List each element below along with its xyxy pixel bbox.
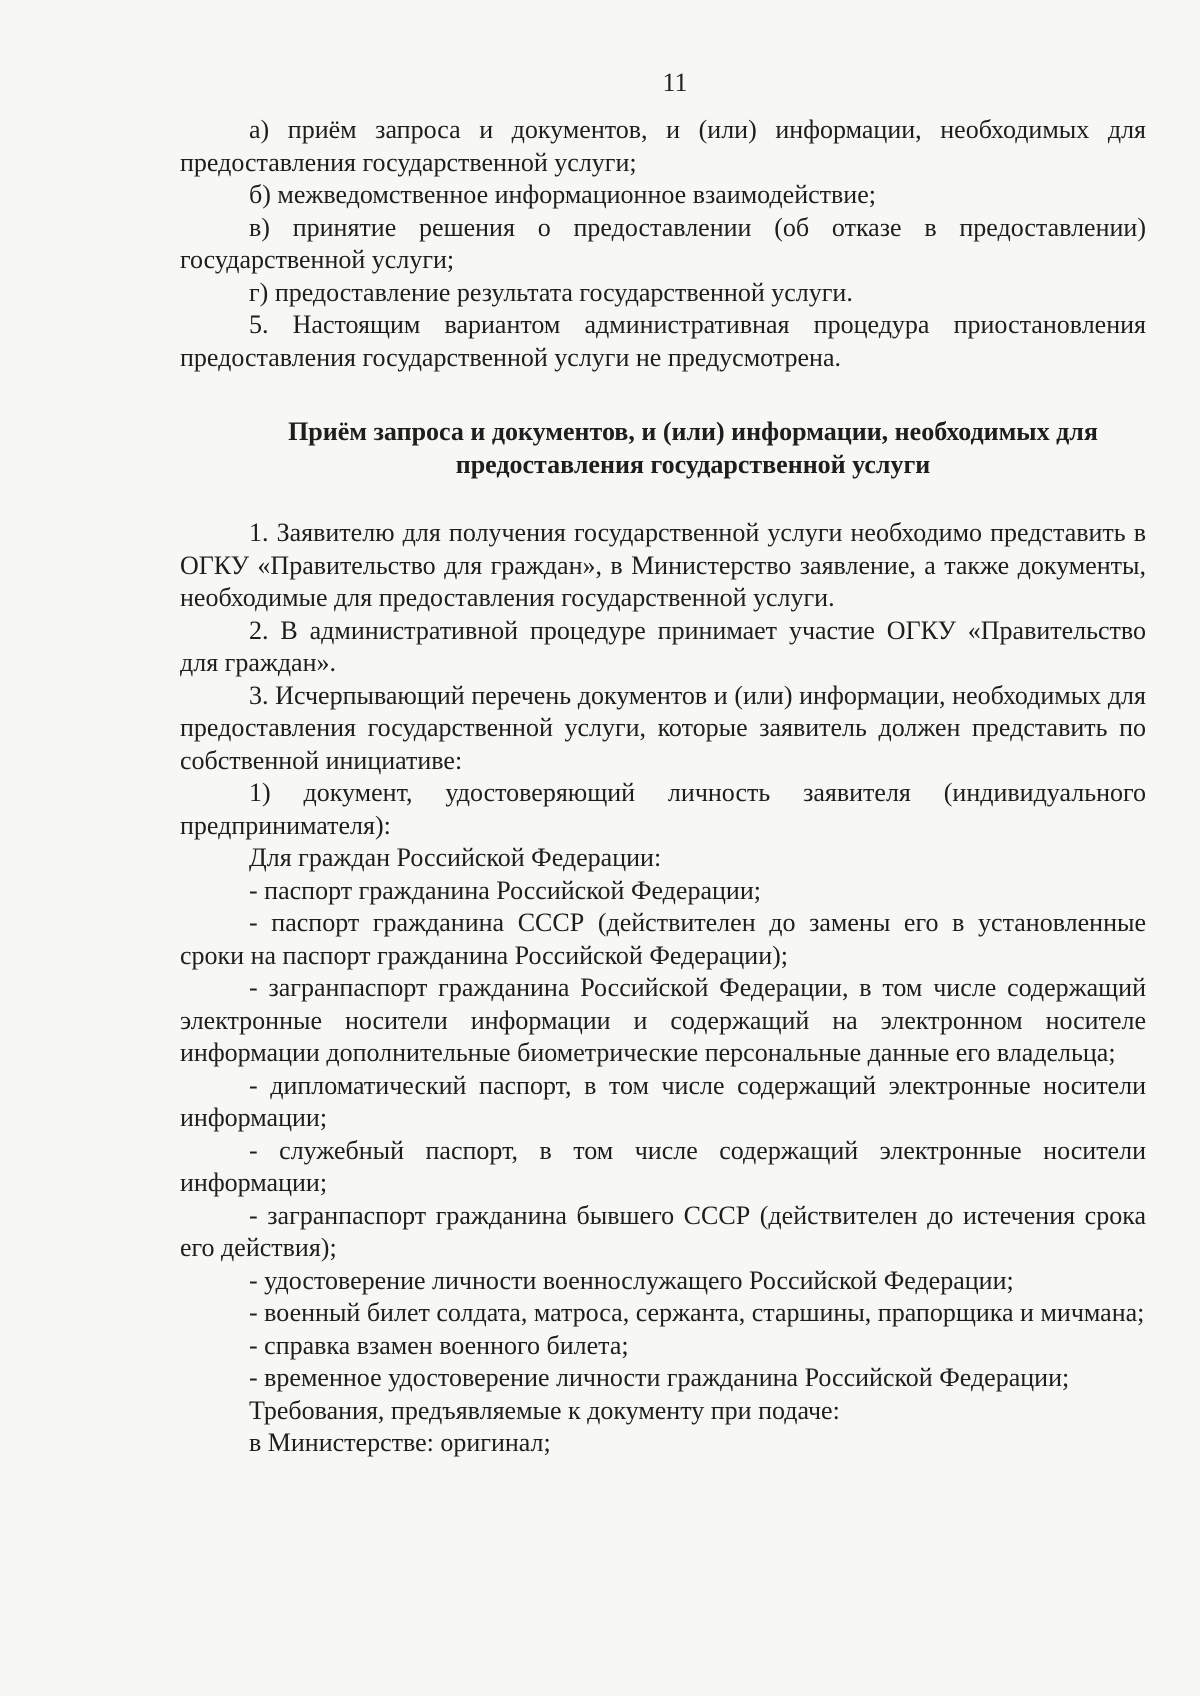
- paragraph-citizens-header: Для граждан Российской Федерации:: [249, 843, 662, 872]
- document-body: [180, 114, 1146, 1460]
- paragraph-item-v: в) принятие решения о предоставлении (об отказе в предоставлении) государственной услуги;: [180, 212, 1146, 274]
- list-item-passport-rf: - паспорт гражданина Российской Федерации;: [249, 875, 761, 905]
- list-item-foreign-passport-rf: - загранпаспорт гражданина Российской Федерации, в том числе содержащий электронные носители информации и содержащий на электронном носителе информации дополнительные биометрические персональные данные его владельца;: [180, 973, 1146, 1067]
- section-heading-line-2: предоставления государственной услуги: [455, 450, 931, 479]
- paragraph-ministry-original: в Министерстве: оригинал;: [249, 1428, 551, 1457]
- list-item-military-id: - удостоверение личности военнослужащего Российской Федерации;: [249, 1265, 1014, 1295]
- list-item-diplomatic-passport: - дипломатический паспорт, в том числе содержащий электронные носители информации;: [180, 1070, 1146, 1132]
- paragraph-item-g: г) предоставление результата государственной услуги.: [249, 277, 853, 307]
- section-heading: [180, 415, 1146, 481]
- list-item-foreign-passport-ussr: - загранпаспорт гражданина бывшего СССР (действителен до истечения срока его действия);: [180, 1200, 1146, 1262]
- paragraph-point-5: 5. Настоящим вариантом административная процедура приостановления предоставления государственной услуги не предусмотрена.: [180, 310, 1146, 372]
- paragraph-item-a: а) приём запроса и документов, и (или) информации, необходимых для предоставления государственной услуги;: [180, 115, 1146, 177]
- list-item-service-passport: - служебный паспорт, в том числе содержащий электронные носители информации;: [180, 1135, 1146, 1197]
- paragraph-point-1: 1. Заявителю для получения государственной услуги необходимо представить в ОГКУ «Правительство для граждан», в Министерство заявление, а также документы, необходимые для предоставления государственной услуги.: [180, 518, 1146, 612]
- list-item-military-certificate: - справка взамен военного билета;: [249, 1330, 629, 1360]
- paragraph-point-2: 2. В административной процедуре принимает участие ОГКУ «Правительство для граждан».: [180, 615, 1146, 677]
- paragraph-subpoint-1: 1) документ, удостоверяющий личность заявителя (индивидуального предпринимателя):: [180, 778, 1146, 840]
- list-item-military-ticket: - военный билет солдата, матроса, сержанта, старшины, прапорщика и мичмана;: [249, 1298, 1145, 1327]
- section-heading-line-1: Приём запроса и документов, и (или) информации, необходимых для: [288, 417, 1098, 446]
- list-item-temporary-id: - временное удостоверение личности гражданина Российской Федерации;: [249, 1363, 1070, 1392]
- paragraph-point-3: 3. Исчерпывающий перечень документов и (или) информации, необходимых для предоставления государственной услуги, которые заявитель должен представить по собственной инициативе:: [180, 680, 1146, 775]
- page-number: 11: [662, 68, 688, 97]
- list-item-passport-ussr: - паспорт гражданина СССР (действителен до замены его в установленные сроки на паспорт гражданина Российской Федерации);: [180, 908, 1146, 970]
- paragraph-requirements: Требования, предъявляемые к документу при подаче:: [249, 1395, 840, 1425]
- paragraph-item-b: б) межведомственное информационное взаимодействие;: [249, 180, 876, 209]
